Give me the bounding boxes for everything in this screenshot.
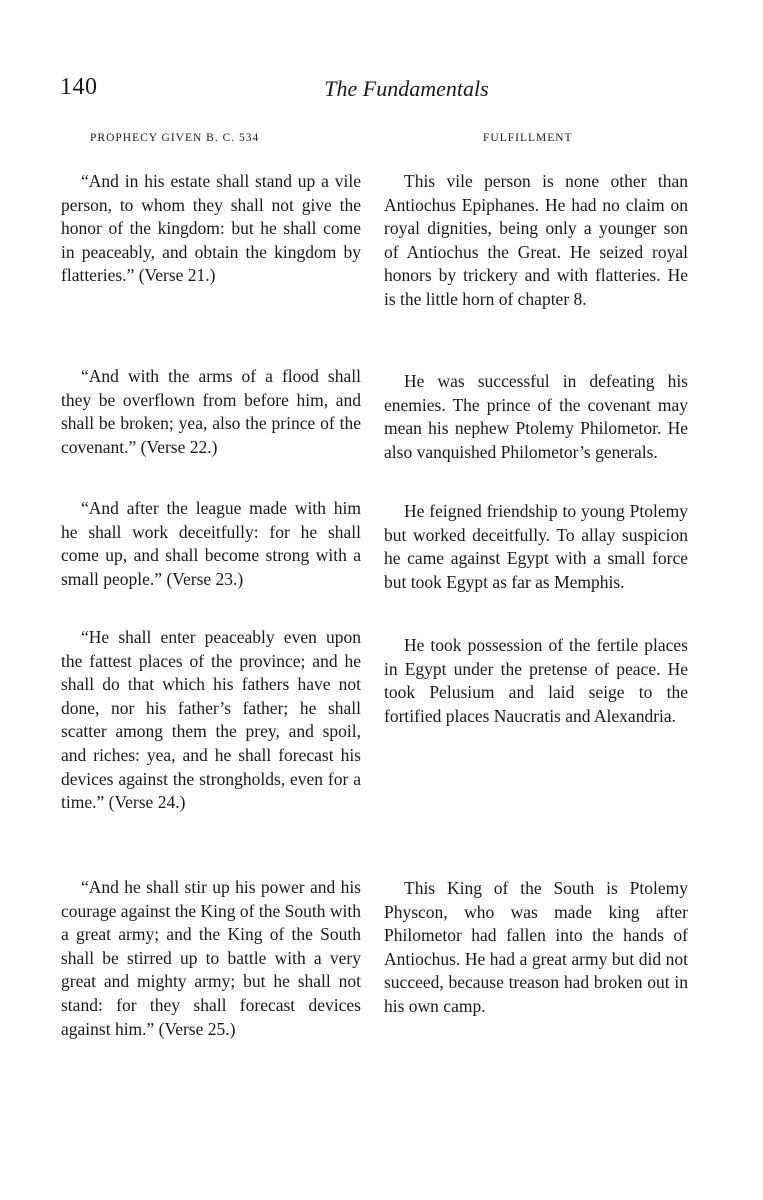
- page-number: 140: [60, 74, 98, 100]
- fulfillment-verse-24: He took possession of the fertile places in Egypt under the pretense of peace. He took Pelusium and laid seige to the fortified places Naucratis and Alexandria.: [384, 635, 688, 726]
- fulfillment-verse-23: He feigned friendship to young Ptolemy but worked deceitfully. To allay suspicion he came against Egypt with a small force but took Egypt as far as Memphis.: [384, 501, 688, 592]
- prophecy-verse-21: “And in his estate shall stand up a vile person, to whom they shall not give the honor of the kingdom: but he shall come in peaceably, and obtain the kingdom by flatteries.” (Verse 21.): [61, 171, 361, 286]
- running-title: The Fundamentals: [324, 76, 489, 101]
- prophecy-verse-22: “And with the arms of a flood shall they be overflown from before him, and shall be broken; yea, also the prince of the covenant.” (Verse 22.): [61, 366, 361, 457]
- fulfillment-verse-25: This King of the South is Ptolemy Physcon, who was made king after Philometor had fallen into the hands of Antiochus. He had a great army but did not succeed, because treason had broken out in his own camp.: [384, 878, 688, 1016]
- fulfillment-column-heading: FULFILLMENT: [483, 132, 573, 144]
- fulfillment-verse-21: This vile person is none other than Antiochus Epiphanes. He had no claim on royal dignities, being only a younger son of Antiochus the Great. He seized royal honors by trickery and with flatteries. He is the little horn of chapter 8.: [384, 171, 688, 309]
- prophecy-verse-24: “He shall enter peaceably even upon the fattest places of the province; and he shall do that which his fathers have not done, nor his father’s father; he shall scatter among them the prey, and spoil, and riches: yea, and he shall forecast his devices against the strongholds, even for a time.” (Verse 24.): [61, 627, 361, 813]
- prophecy-verse-25: “And he shall stir up his power and his courage against the King of the South with a great army; and the King of the South shall be stirred up to battle with a very great and mighty army; but he shall not stand: for they shall forecast devices against him.” (Verse 25.): [61, 877, 361, 1039]
- prophecy-column-heading: PROPHECY GIVEN B. C. 534: [90, 132, 260, 144]
- fulfillment-verse-22: He was successful in defeating his enemies. The prince of the covenant may mean his nephew Ptolemy Philometor. He also vanquished Philometor’s generals.: [384, 371, 688, 462]
- prophecy-verse-23: “And after the league made with him he shall work deceitfully: for he shall come up, and shall become strong with a small people.” (Verse 23.): [61, 498, 361, 589]
